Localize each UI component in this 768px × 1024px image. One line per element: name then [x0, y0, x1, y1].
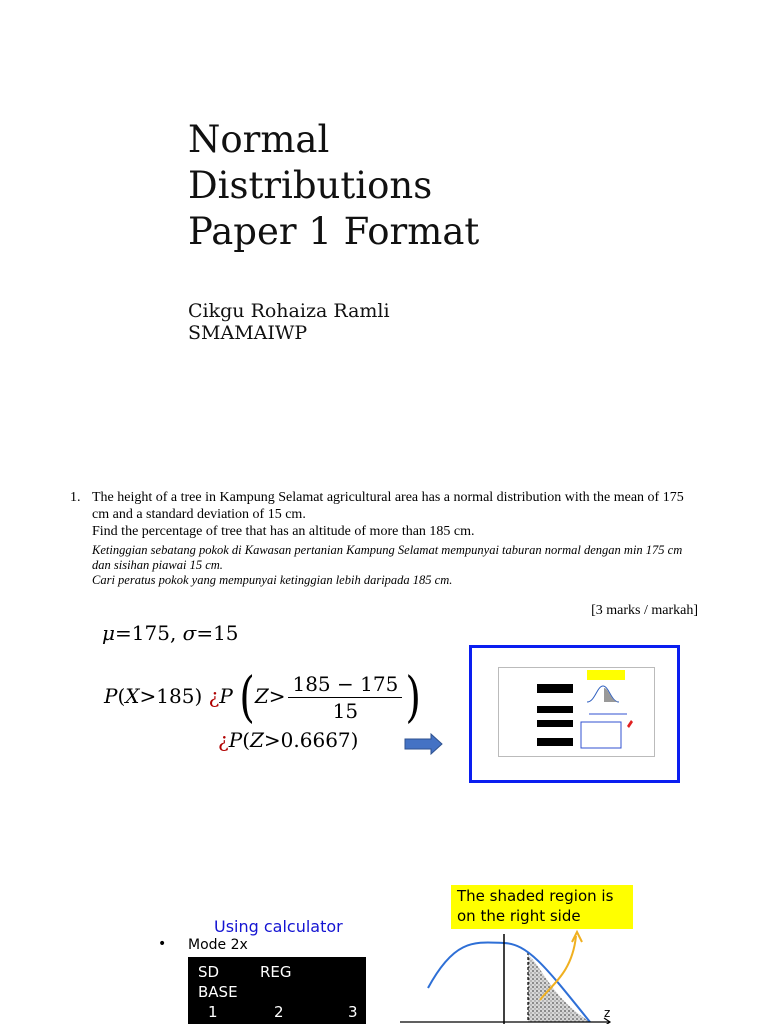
shaded-region-note: The shaded region is on the right side — [451, 885, 633, 929]
question-number: 1. — [70, 490, 81, 505]
author-block — [188, 300, 390, 344]
mode-instruction: Mode 2x — [188, 937, 248, 953]
gt-symbol: > — [268, 684, 286, 708]
title-line-2: Distributions — [188, 164, 433, 207]
z-symbol: Z — [254, 684, 269, 708]
thumbnail-graphic — [499, 668, 654, 756]
inverted-question-mark-2: ¿ — [218, 728, 229, 752]
sigma-value: =15 — [196, 621, 239, 645]
calculator-screen — [188, 957, 366, 1024]
screen-option-sd: SD — [198, 963, 220, 981]
screen-number-1: 1 — [208, 1003, 218, 1021]
p-symbol-2: P — [219, 684, 233, 708]
marks-label: [3 marks / markah] — [591, 603, 698, 618]
right-arrow-icon — [404, 733, 444, 755]
screen-number-2: 2 — [274, 1003, 284, 1021]
question-text-ms-1: Ketinggian sebatang pokok di Kawasan pertanian Kampung Selamat mempunyai taburan normal dengan min 175 cm dan sisihan piawai 15 cm. — [92, 543, 683, 572]
solution-thumbnail — [498, 667, 655, 757]
fraction-numerator: 185 − 175 — [288, 672, 402, 698]
z-result-equation: ¿P(Z>0.6667) — [218, 728, 359, 752]
author-name: Cikgu Rohaiza Ramli — [188, 300, 390, 322]
question-text-en-2: Find the percentage of tree that has an altitude of more than 185 cm. — [92, 524, 475, 539]
inverted-question-mark: ¿ — [208, 684, 220, 708]
question-1 — [70, 489, 700, 588]
title-line-3: Paper 1 Format — [188, 210, 480, 253]
normal-curve-graph — [400, 926, 630, 1024]
screen-option-base: BASE — [198, 983, 238, 1001]
using-calculator-heading: Using calculator — [214, 917, 343, 936]
x-condition: >185 — [139, 684, 195, 708]
mu-value: =175 — [115, 621, 170, 645]
standardize-equation: P(X>185) ¿P (Z> $\frac{185 - 175}{15}$ ) — [104, 666, 421, 729]
axis-label: z — [604, 1006, 611, 1020]
z-symbol-2: Z — [250, 728, 264, 752]
sigma-symbol: σ — [182, 621, 197, 645]
parameters-equation — [102, 621, 239, 645]
comma: , — [169, 621, 177, 645]
question-text-en-1: The height of a tree in Kampung Selamat agricultural area has a normal distribution with the mean of 175 cm and a standard deviation of 15 cm. — [92, 490, 684, 522]
school-name: SMAMAIWP — [188, 322, 308, 344]
mu-symbol: μ — [102, 621, 115, 645]
question-text-ms-2: Cari peratus pokok yang mempunyai ketinggian lebih daripada 185 cm. — [92, 573, 453, 587]
slide-title — [188, 117, 479, 255]
title-line-1: Normal — [188, 118, 330, 161]
fraction-denominator: 15 — [332, 699, 359, 723]
screen-number-3: 3 — [348, 1003, 358, 1021]
bullet: • — [158, 936, 167, 952]
z-fraction — [288, 672, 402, 723]
p-symbol-3: P — [228, 728, 243, 752]
z-value: >0.6667 — [263, 728, 351, 752]
x-symbol: X — [125, 684, 140, 708]
solution-thumbnail-frame[interactable] — [469, 645, 680, 783]
pointer-arrowhead-icon — [572, 932, 582, 942]
p-symbol: P — [104, 684, 118, 708]
screen-option-reg: REG — [260, 963, 292, 981]
